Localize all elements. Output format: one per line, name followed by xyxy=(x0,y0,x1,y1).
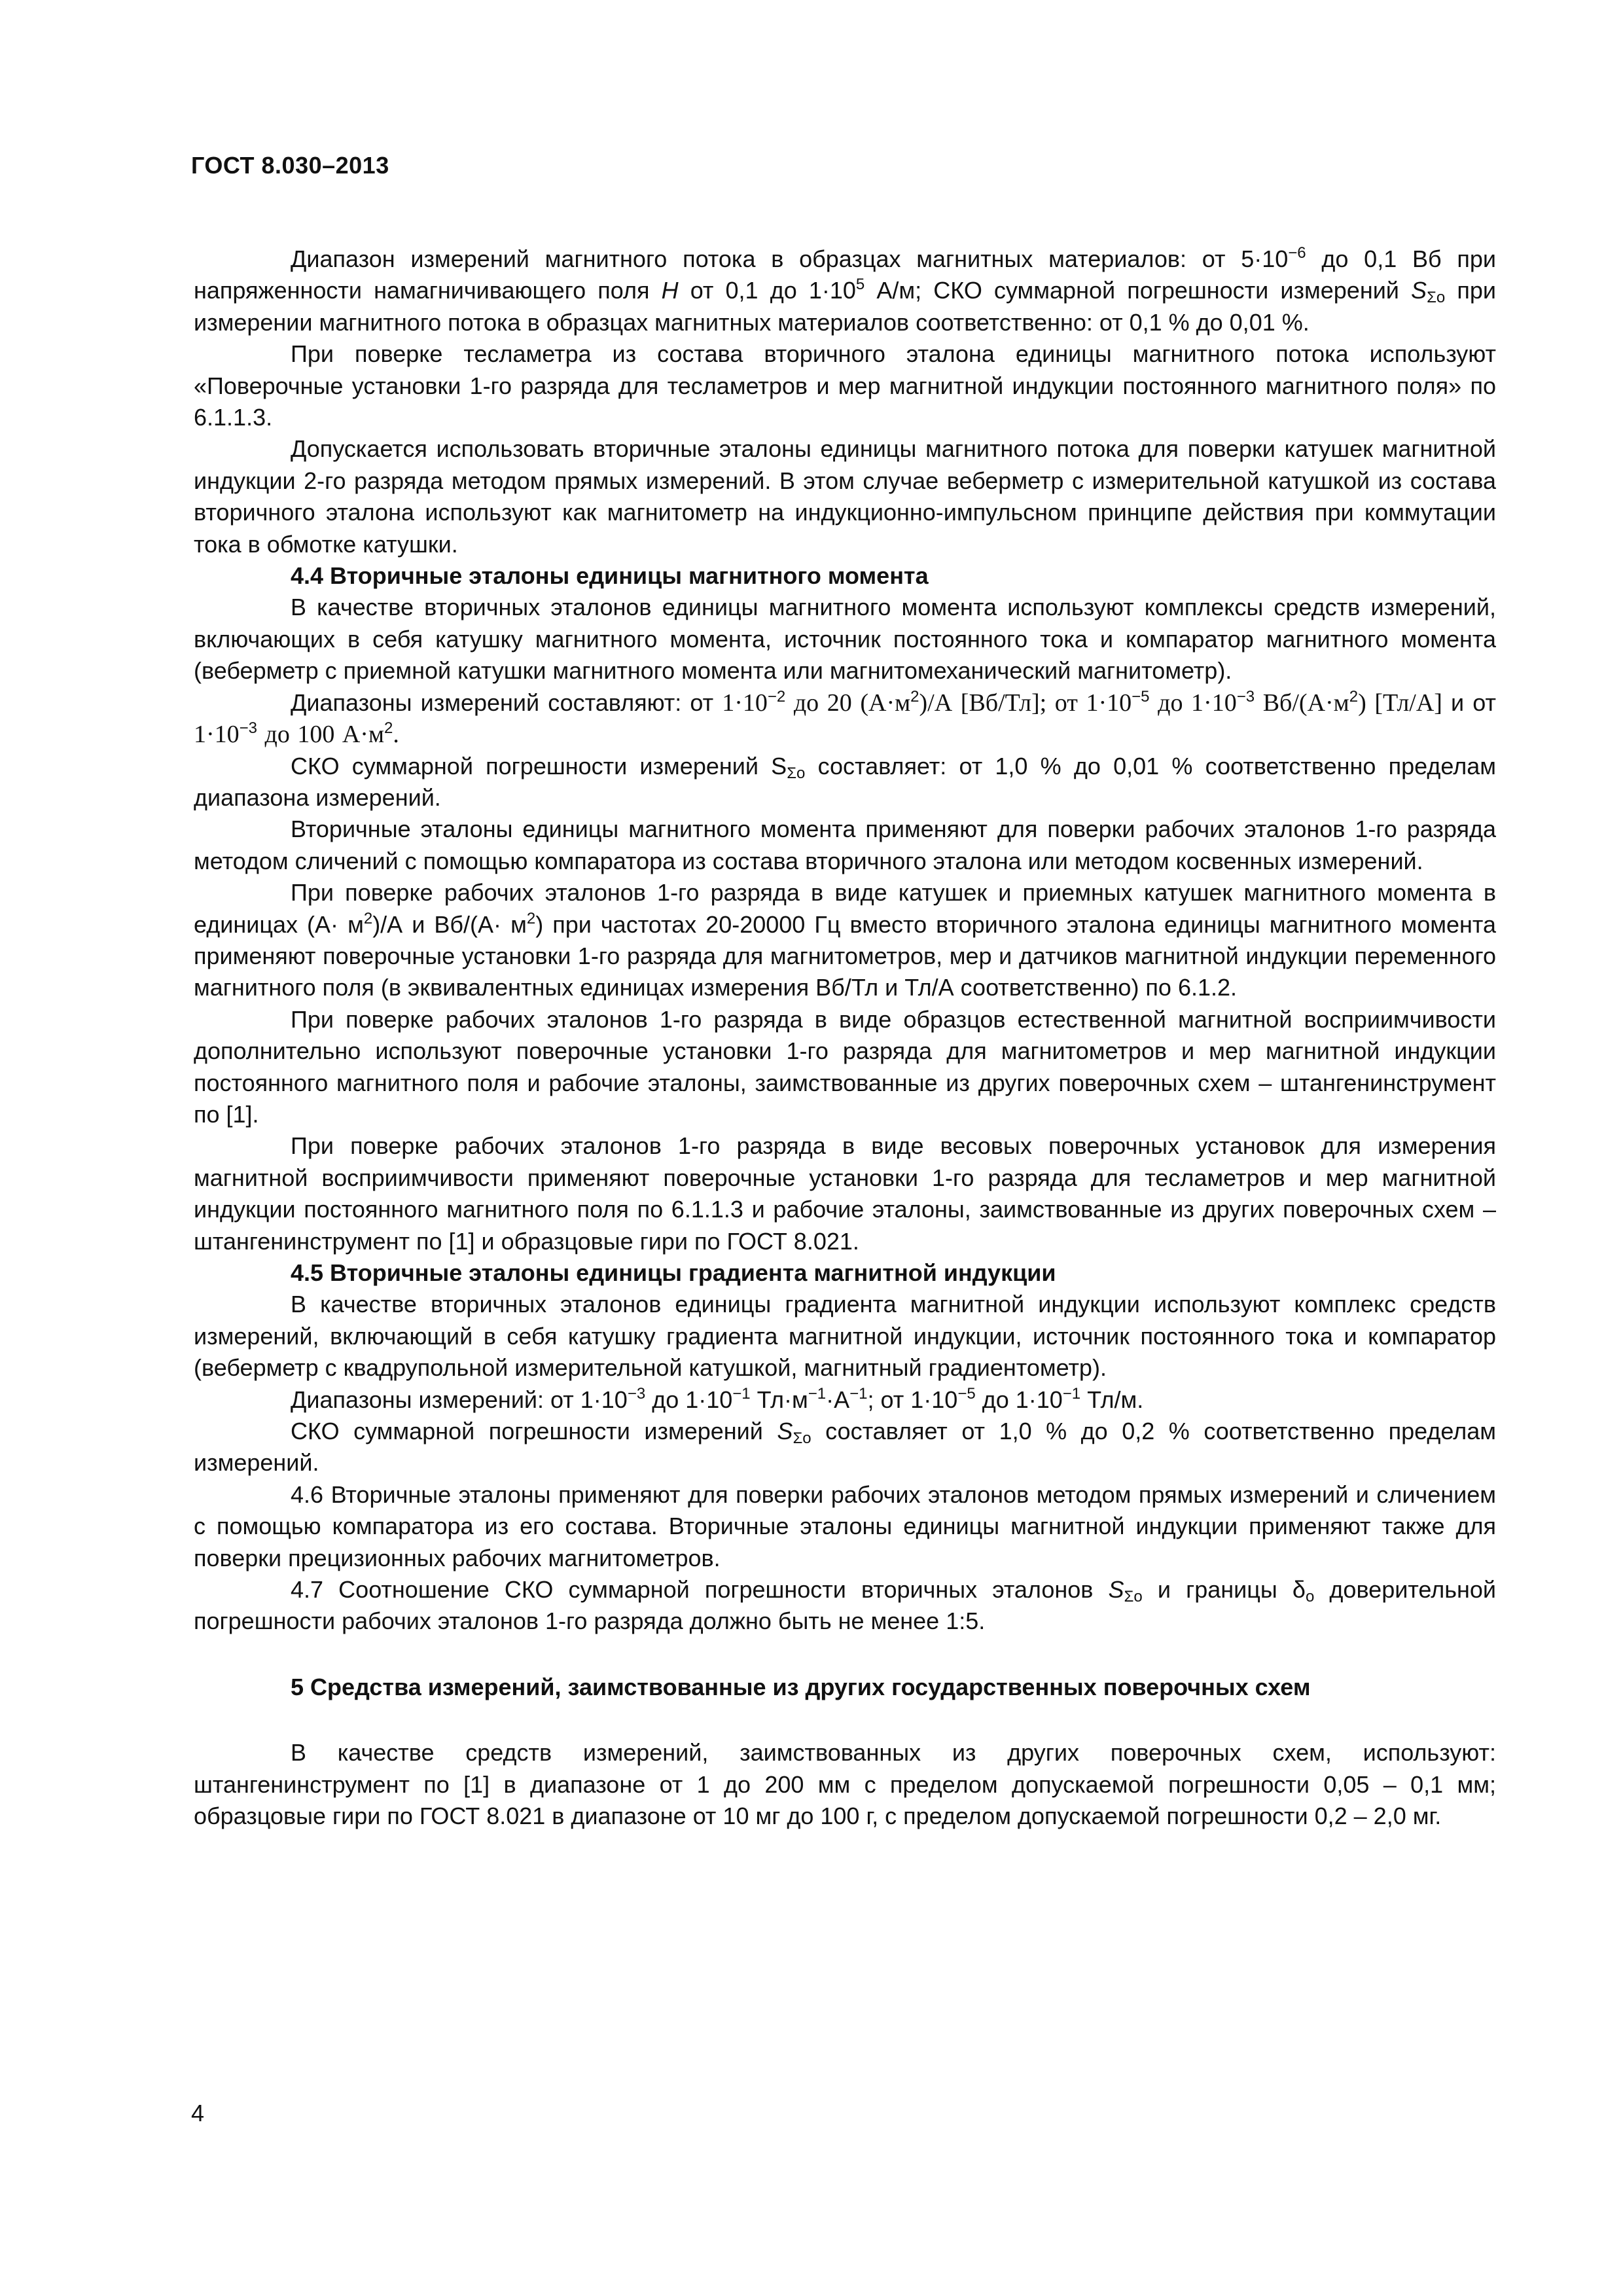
superscript: −6 xyxy=(1288,244,1306,262)
text: и от xyxy=(1442,689,1496,716)
variable-s: S xyxy=(777,1418,793,1445)
superscript: −1 xyxy=(849,1384,868,1403)
variable-s: S xyxy=(1108,1576,1124,1604)
formula: до 100 А·м xyxy=(257,721,385,749)
subscript: о xyxy=(1305,1588,1315,1606)
text: )/А и Вб/(А· м xyxy=(372,910,527,938)
superscript: −3 xyxy=(627,1384,646,1403)
text: Диапазон измерений магнитного потока в образцах магнитных материалов: от 5·10 xyxy=(291,245,1289,272)
superscript: −5 xyxy=(957,1384,976,1403)
paragraph-flux-range xyxy=(194,243,1496,338)
text: 4.7 Соотношение СКО суммарной погрешности вторичных эталонов xyxy=(291,1576,1109,1604)
paragraph-moment-ranges xyxy=(194,687,1496,751)
paragraph-gradient-complex: В качестве вторичных эталонов единицы градиента магнитной индукции используют комплекс средств измерений, включающий в себя катушку градиента магнитной индукции, источник постоянного тока и компаратор (веберметр с квадрупольной измерительной катушкой, магнитный градиентометр). xyxy=(194,1291,1496,1382)
text: до 0,1 Вб при напряженности намагничивающего поля xyxy=(194,245,1496,304)
subscript: Σо xyxy=(1124,1588,1143,1606)
text: ; от 1·10 xyxy=(867,1386,958,1413)
paragraph-moment-usage: Вторичные эталоны единицы магнитного момента применяют для поверки рабочих эталонов 1-го разряда методом сличений с помощью компаратора из состава вторичного эталона или методом косвенных измерений. xyxy=(194,816,1496,874)
superscript: −5 xyxy=(1132,687,1150,706)
text: Тл·м xyxy=(750,1386,808,1413)
section-heading-5: 5 Средства измерений, заимствованные из других государственных поверочных схем xyxy=(291,1673,1311,1700)
text: до 1·10 xyxy=(975,1386,1063,1413)
formula: до 20 (А·м xyxy=(785,689,911,717)
text: Тл/м. xyxy=(1080,1386,1144,1413)
subscript: Σо xyxy=(1427,289,1446,307)
superscript: −3 xyxy=(239,719,258,738)
variable-h: H xyxy=(661,277,679,304)
text: СКО суммарной погрешности измерений xyxy=(291,1418,777,1445)
superscript: 2 xyxy=(363,909,373,927)
text: ·А xyxy=(826,1386,850,1413)
superscript: 5 xyxy=(855,276,865,294)
text: составляет от 1,0 % до 0,2 % соответственно пределам измерений. xyxy=(194,1418,1496,1477)
page-number: 4 xyxy=(191,2100,205,2126)
paragraph-gradient-error xyxy=(194,1416,1496,1479)
variable-s: S xyxy=(1411,277,1427,304)
superscript: 2 xyxy=(910,687,919,706)
paragraph-weber-meter: Допускается использовать вторичные эталоны единицы магнитного потока для поверки катушек магнитной индукции 2-го разряда методом прямых измерений. В этом случае веберметр с измерительной катушкой из состава вторичного эталона используют как магнитометр на индукционно-импульсном принципе действия при коммутации тока в обмотке катушки. xyxy=(194,435,1496,558)
superscript: 2 xyxy=(1349,687,1359,706)
paragraph-4-6: 4.6 Вторичные эталоны применяют для поверки рабочих эталонов методом прямых измерений и сличением с помощью компаратора из его состава. Вторичные эталоны единицы магнитной индукции применяют также для поверки прецизионных рабочих магнитометров. xyxy=(194,1480,1496,1571)
text: ) при частотах 20-20000 Гц вместо вторичного эталона единицы магнитного момента применяют поверочные установки 1-го разряда для магнитометров, мер и датчиков магнитной индукции переменного магнитного поля (в эквивалентных единицах измерения Вб/Тл и Тл/А соответственно) по 6.1.2. xyxy=(194,910,1497,1001)
paragraph-susceptibility-samples: При поверке рабочих эталонов 1-го разряда в виде образцов естественной магнитной восприимчивости дополнительно используют поверочные установки 1-го разряда для магнитометров и мер магнитной индукции постоянного магнитного поля и рабочие эталоны, заимствованные из других поверочных схем – штангенинструмент по [1]. xyxy=(194,1005,1496,1128)
superscript: −1 xyxy=(808,1384,827,1403)
formula: 1·10 xyxy=(194,721,240,749)
text: Диапазоны измерений составляют: от xyxy=(291,689,722,716)
text: При поверке рабочих эталонов 1-го разряда в виде катушек и приемных катушек магнитного момента в единицах (А· м xyxy=(194,879,1496,938)
text: СКО суммарной погрешности измерений S xyxy=(291,752,787,780)
formula: 1·10 xyxy=(722,689,768,717)
superscript: −3 xyxy=(1236,687,1255,706)
subscript: Σо xyxy=(793,1429,812,1448)
paragraph-borrowed-instruments: В качестве средств измерений, заимствованных из других поверочных схем, используют: штангенинструмент по [1] в диапазоне от 1 до 200 мм с пределом допускаемой погрешности 0,05 – 0,1 мм; образцовые гири по ГОСТ 8.021 в диапазоне от 10 мг до 100 г, с пределом допускаемой погрешности 0,2 – 2,0 мг. xyxy=(194,1739,1496,1830)
section-heading-4-4: 4.4 Вторичные эталоны единицы магнитного момента xyxy=(291,562,929,590)
paragraph-moment-coils xyxy=(194,877,1496,1004)
superscript: −1 xyxy=(732,1384,751,1403)
formula: ) [Тл/А] xyxy=(1358,689,1442,717)
text: доверительной погрешности рабочих эталонов 1-го разряда должно быть не менее 1:5. xyxy=(194,1576,1497,1635)
document-code-header: ГОСТ 8.030–2013 xyxy=(191,152,389,179)
text: составляет: от 1,0 % до 0,01 % соответственно пределам диапазона измерений. xyxy=(194,752,1497,811)
text: до 1·10 xyxy=(645,1386,733,1413)
paragraph-moment-error xyxy=(194,751,1496,814)
superscript: 2 xyxy=(526,909,536,927)
formula: до 1·10 xyxy=(1149,689,1237,717)
superscript: −2 xyxy=(767,687,786,706)
text: при измерении магнитного потока в образцах магнитных материалов соответственно: от 0,1 % до 0,01 %. xyxy=(194,277,1496,336)
paragraph-4-7 xyxy=(194,1574,1496,1638)
paragraph-moment-complex: В качестве вторичных эталонов единицы магнитного момента используют комплексы средств измерений, включающих в себя катушку магнитного момента, источник постоянного тока и компаратор магнитного момента (веберметр с приемной катушки магнитного момента или магнитомеханический магнитометр). xyxy=(194,594,1496,685)
document-body xyxy=(194,243,1496,1833)
subscript: Σо xyxy=(787,764,806,782)
formula: )/А [Вб/Тл]; от 1·10 xyxy=(919,689,1132,717)
paragraph-teslameter: При поверке тесламетра из состава вторичного эталона единицы магнитного потока используют «Поверочные установки 1-го разряда для тесламетров и мер магнитной индукции постоянного магнитного поля» по 6.1.1.3. xyxy=(194,340,1496,431)
text: от 0,1 до 1·10 xyxy=(678,277,856,304)
superscript: −1 xyxy=(1062,1384,1081,1403)
text: и границы δ xyxy=(1142,1576,1306,1604)
formula: . xyxy=(393,721,399,749)
formula: Вб/(А·м xyxy=(1255,689,1349,717)
section-heading-4-5: 4.5 Вторичные эталоны единицы градиента магнитной индукции xyxy=(291,1259,1056,1286)
paragraph-gradient-ranges xyxy=(194,1384,1496,1416)
paragraph-weight-installations: При поверке рабочих эталонов 1-го разряда в виде весовых поверочных установок для измерения магнитной восприимчивости применяют поверочные установки 1-го разряда для тесламетров и мер магнитной индукции постоянного магнитного поля по 6.1.1.3 и рабочие эталоны, заимствованные из других поверочных схем – штангенинструмент по [1] и образцовые гири по ГОСТ 8.021. xyxy=(194,1132,1496,1255)
text: А/м; СКО суммарной погрешности измерений xyxy=(865,277,1412,304)
superscript: 2 xyxy=(384,719,393,738)
text: Диапазоны измерений: от 1·10 xyxy=(291,1386,628,1413)
